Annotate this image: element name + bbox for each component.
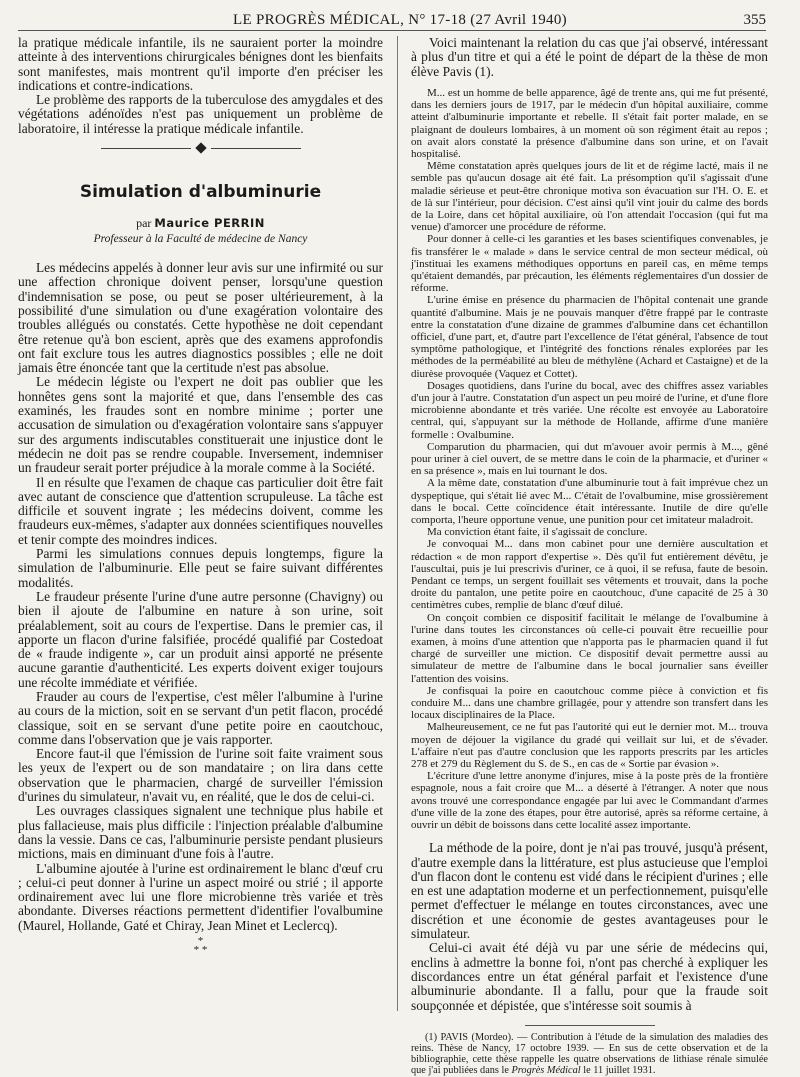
observation-paragraph: Je convoquai M... dans mon cabinet pour une dernière auscultation et rédaction « de mon rapport d'expertise ». Dès qu'il fut entièrement dévêtu, je l'auscultai, puis je lui prescrivis d'uriner, ce à quoi, il se refusa, faute de besoin. Pendant ce temps, un sergent fouillait ses vêtements et trouvait, dans la poche droite du pantalon, une petite poire en caoutchouc, d'une capacité de 25 à 30 centimètres cubes, remplie de blanc d'œuf dilué.	[411, 538, 768, 612]
observation-paragraph: Comparution du pharmacien, qui dut m'avouer avoir permis à M..., gêné pour uriner à ciel ouvert, de se mettre dans le coin de la pharmacie, et d'uriner « en sa présence », mais en lui tournant le dos.	[411, 440, 768, 478]
footnote-rule	[525, 1025, 655, 1026]
page-number: 355	[743, 12, 766, 28]
body-paragraph: Le médecin légiste ou l'expert ne doit pas oublier que les honnêtes gens sont la majorité et que, dans l'ensemble des cas examinés, les fraudes sont en nombre minime ; porter une accusation de simulation ou d'exagération volontaire sans s'appuyer sur des arguments indiscutables constituerait une injustice dont le médecin ne doit pas se rendre coupable. Inversement, indemniser un fraudeur serait porter préjudice à la morale comme à la Société.	[18, 374, 383, 476]
journal-title: LE PROGRÈS MÉDICAL, N° 17-18 (27 Avril 1940)	[233, 12, 567, 28]
body-paragraph: Il en résulte que l'examen de chaque cas particulier doit être fait avec autant de conscience que d'attention scrupuleuse. La tâche est difficile et souvent ingrate ; les médecins doivent, comme les fraudeurs eux-mêmes, s'adapter aux données scientifiques nouvelles et tenir compte des moindres indices.	[18, 474, 383, 547]
left-column	[18, 36, 383, 1026]
intro-paragraph: Le problème des rapports de la tuberculose des amygdales et des végétations adénoïdes n'est pas uniquement un problème de laboratoire, il intéresse la pratique médicale infantile.	[18, 92, 383, 136]
body-paragraph: La méthode de la poire, dont je n'ai pas trouvé, jusqu'à présent, d'autre exemple dans la littérature, est plus astucieuse que l'emploi d'un flacon dont le contenu est vidé dans le récipient d'urines ; elle en est une adaptation moderne et un perfectionnement, puisqu'elle permet d'effectuer le mélange en toutes circonstances, avec une discrétion et une économie de gestes avantageuses pour le simulateur.	[411, 840, 768, 942]
body-paragraph: Celui-ci avait été déjà vu par une série de médecins qui, enclins à admettre la bonne foi, n'ont pas cherché à expliquer les discordances entre un état général parfait et l'existence d'une albuminurie abondante. Il a fallu, pour que la fraude soit soupçonnée et dépistée, que s'intéresse soit soumis à	[411, 940, 768, 1013]
body-paragraph: Le fraudeur présente l'urine d'une autre personne (Chavigny) ou bien il ajoute de l'albumine en nature à son urine, soit préalablement, soit au cours de l'expertise. Dans le premier cas, il apporte un flacon d'urine falsifiée, procédé qualifié par Costedoat de « fraude indigente », car un produit ainsi apporté ne présente aucune garantie d'authenticité. Les experts doivent exiger toujours une récolte immédiate et vérifiée.	[18, 588, 383, 690]
intro-paragraph: Voici maintenant la relation du cas que j'ai observé, intéressant à plus d'un titre et qui a été le point de départ de la thèse de mon élève Pavis (1).	[411, 35, 768, 79]
footnote	[411, 1032, 768, 1077]
intro-paragraph: la pratique médicale infantile, ils ne sauraient porter la moindre atteinte à des interventions chirurgicales bénignes dont les bienfaits sont manifestes, mais montrent qu'il importe d'en préciser les indications et contre-indications.	[18, 35, 383, 93]
observation-paragraph: L'écriture d'une lettre anonyme d'injures, mise à la poste près de la frontière espagnole, nous a fait croire que M... a déserté à l'étranger. A noter que nous avons trouvé une correspondance engagée par lui avec le Commandant d'armes d'une ville de la zone des étapes, pour être autorisé, après sa réforme certaine, à ouvrir un débit de boissons dans cette localité assez importante.	[411, 770, 768, 832]
observation-paragraph: M... est un homme de belle apparence, âgé de trente ans, qui me fut présenté, dans les derniers jours de 1917, par le médecin d'un hôpital auxiliaire, comme atteint d'albuminurie importante et rebelle. Il s'était fait porter malade, en se plaignant de douleurs lombaires, à un moment où son régiment était au repos ; on avait alors constaté la présence d'albumine dans son urine, et on l'avait hospitalisé.	[411, 86, 768, 160]
body-paragraph: Les médecins appelés à donner leur avis sur une infirmité ou sur une affection chronique doivent penser, lorsqu'une question d'indemnisation se pose, ou peut se poser ultérieurement, à la possibilité d'une simulation ou d'une exagération volontaire des troubles allégués ou constatés. Cette hypothèse ne doit cependant être retenue qu'à bon escient, après que des examens approfondis ont fait exclure tous les autres diagnostics possibles ; elle ne doit jamais être énoncée tant que la certitude n'est pas absolue.	[18, 260, 383, 376]
running-header	[0, 6, 800, 28]
body-paragraph: Frauder au cours de l'expertise, c'est mêler l'albumine à l'urine au cours de la miction, soit en se servant d'un petit flacon, procédé classique, soit en se servant d'une petite poire en caoutchouc, comme dans l'observation que je vais rapporter.	[18, 688, 383, 747]
observation-paragraph: A la même date, constatation d'une albuminurie tout à fait imprévue chez un dyspeptique, qui s'était lié avec M... C'était de l'ovalbumine, mise grossièrement dans le bocal. Cette coïncidence était intéressante. Inutile de dire qu'elle comporta, l'heure opportune venue, une punition pour cet imitateur maladroit.	[411, 477, 768, 526]
footnote-text: (1) PAVIS (Mordeo). — Contribution à l'étude de la simulation des maladies des reins. Thèse de Nancy, 17 octobre 1939. — En sus de cette observation et de la bibliographie, cette thèse rappelle les quatre observations de lithiase rénale simulée que j'ai publiées dans le	[411, 1031, 768, 1077]
body-paragraph: L'albumine ajoutée à l'urine est ordinairement le blanc d'œuf cru ; celui-ci peut donner à l'urine un aspect moiré ou strié ; il apporte ordinairement avec lui une flore microbienne très variée et très abondante. Diverses réactions permettent d'identifier l'ovalbumine (Maurel, Hollande, Gaté et Chiray, Jean Minet et Leclercq).	[18, 860, 383, 933]
observation-paragraph: L'urine émise en présence du pharmacien de l'hôpital contenait une grande quantité d'albumine. Mais je ne pouvais manquer d'être frappé par le contraste entre la constatation d'une dizaine de grammes d'albumine dans cet échantillon officiel, d'une part, et, d'autre part l'excellence de l'état général, l'absence de tout symptôme pathologique, et l'intégrité des fonctions rénales explorées par les méthodes de la perméabilité au bleu de méthylène (Achard et Castaigne) et de la diurèse provoquée (Vaquez et Cottet).	[411, 294, 768, 380]
right-column	[411, 35, 768, 1077]
footnote-date: le 11 juillet 1931.	[583, 1065, 656, 1077]
observation-paragraph: Malheureusement, ce ne fut pas l'autorité qui eut le dernier mot. M... trouva moyen de déjouer la vigilance du gradé qui veillait sur lui, et de s'évader. L'affaire n'eut pas d'autre conclusion que les rapports prescrits par les articles 278 et 279 du Règlement du S. de S., en cas de « Sortie par évasion ».	[411, 721, 768, 771]
author-affiliation: Professeur à la Faculté de médecine de Nancy	[93, 233, 308, 246]
byline-prefix: par	[136, 216, 152, 231]
author-name: Maurice PERRIN	[154, 216, 265, 231]
byline	[18, 216, 383, 231]
observation-paragraph: Ma conviction étant faite, il s'agissait de conclure.	[427, 526, 648, 539]
body-paragraph: Encore faut-il que l'émission de l'urine soit faite vraiment sous les yeux de l'expert ou de son mandataire ; on lira dans cette observation que le pharmacien, chargé de surveiller l'émission d'urines du simulateur, n'avait vu, en réalité, que le dos de celui-ci.	[18, 746, 383, 805]
case-observation	[411, 87, 768, 831]
observation-paragraph: On conçoit combien ce dispositif facilitait le mélange de l'ovalbumine à l'urine dans toutes les circonstances où celle-ci pouvait être recueillie pour examen, à moins d'une attention que n'apporta pas le pharmacien quand il fut chargé de surveiller une miction. Ce dispositif devait permettre aussi au simulateur de mettre de l'albumine dans le bocal journalier sans éveiller l'attention des voisins.	[411, 611, 768, 685]
header-rule	[18, 30, 766, 31]
footnote-journal: Progrès Médical	[511, 1065, 581, 1077]
body-paragraph: Les ouvrages classiques signalent une technique plus habile et plus fallacieuse, mais plus difficile : l'injection préalable d'albumine dans la vessie. Dans ce cas, l'albuminurie persiste pendant plusieurs mictions, mais en diminuant d'une fois à l'autre.	[18, 803, 383, 862]
observation-paragraph: Pour donner à celle-ci les garanties et les bases scientifiques convenables, je fis transférer le « malade » dans le service central de mon secteur médical, où j'instituai les examens méthodiques opportuns en pareil cas, en même temps qu'étaient demandés, par précaution, les éléments réglementaires d'un dossier de réforme.	[411, 233, 768, 295]
observation-paragraph: Même constatation après quelques jours de lit et de régime lacté, mais il ne semble pas qu'aucun dosage ait été fait. La présomption qu'il s'agissait d'une maladie sérieuse et peut-être chronique motiva son évacuation sur l'H. O. E. et de là sur l'intérieur, pour décision. C'est ainsi qu'il vint jouir du calme des bords de la Loire, dans cet hôpital auxiliaire, où l'on attendait l'occasion (qui fut ma venue) d'amorcer une procédure de réforme.	[411, 160, 768, 234]
diamond-ornament-icon	[195, 142, 206, 153]
observation-paragraph: Dosages quotidiens, dans l'urine du bocal, avec des chiffres assez variables d'un jour à l'autre. Constatation d'un aspect un peu moiré de l'urine, et d'une flore microbienne abondante et très variée. Une récolte est envoyée au Laboratoire central, qui, s'appuyant sur la méthode de Hollande, affirme d'une manière formelle : Ovalbumine.	[411, 379, 768, 441]
article-title: Simulation d'albuminurie	[79, 182, 322, 203]
observation-paragraph: Je confisquai la poire en caoutchouc comme pièce à conviction et fis conduire M... dans une chambre grillagée, pour y attendre son transfert dans les locaux disciplinaires de la Place.	[411, 684, 768, 722]
body-paragraph: Parmi les simulations connues depuis longtemps, figure la simulation de l'albuminurie. Elle peut se faire suivant différentes modalités.	[18, 546, 383, 590]
section-ornament	[18, 144, 383, 152]
asterism: * * *	[193, 935, 208, 957]
column-divider	[397, 36, 398, 1011]
